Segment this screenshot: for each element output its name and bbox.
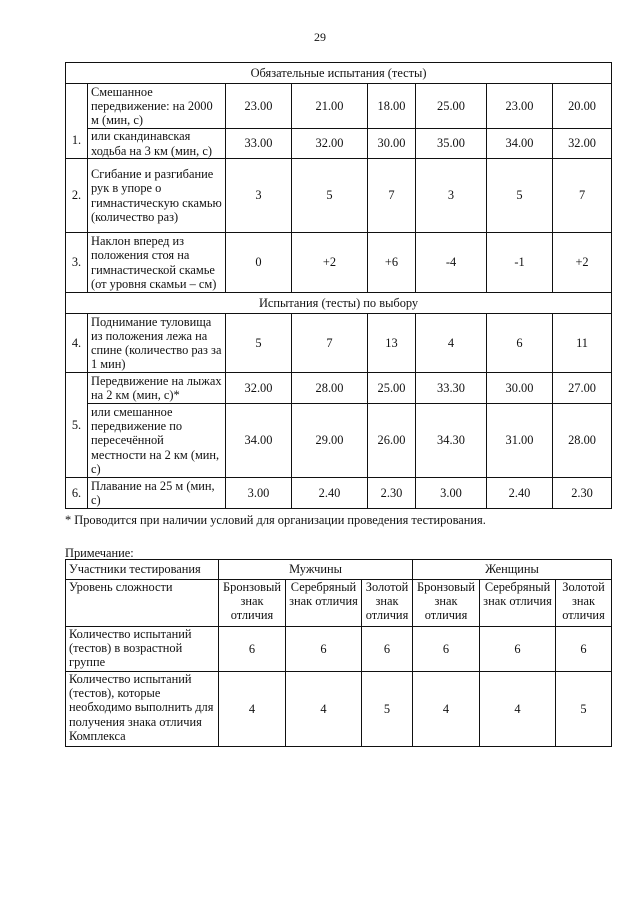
mandatory-section-header: Обязательные испытания (тесты) [66, 63, 612, 84]
value-cell: 2.30 [553, 478, 612, 509]
test-name: Смешанное передвижение: на 2000 м (мин, с) [88, 84, 226, 129]
value-cell: 5 [362, 672, 413, 747]
value-cell: 6 [413, 627, 480, 672]
value-cell: -1 [487, 233, 553, 293]
table-row [66, 627, 612, 672]
test-name: Сгибание и разгибание рук в упоре о гимнастическую скамью (количество раз) [88, 159, 226, 233]
table-row [66, 84, 612, 129]
row-number: 4. [66, 314, 88, 373]
test-name: Плавание на 25 м (мин, с) [88, 478, 226, 509]
row-number: 1. [66, 84, 88, 159]
note-title: Примечание: [65, 546, 134, 560]
value-cell: 6 [487, 314, 553, 373]
value-cell: 28.00 [553, 404, 612, 478]
test-name: Наклон вперед из положения стоя на гимнастической скамье (от уровня скамьи – см) [88, 233, 226, 293]
level-cell: Серебряный знак отличия [286, 580, 362, 627]
value-cell: 29.00 [292, 404, 368, 478]
value-cell: 34.00 [226, 404, 292, 478]
level-cell: Золотой знак отличия [556, 580, 612, 627]
row-number: 3. [66, 233, 88, 293]
footnote: * Проводится при наличии условий для организации проведения тестирования. [65, 513, 486, 527]
test-name: или скандинавская ходьба на 3 км (мин, с) [88, 129, 226, 159]
value-cell: 3 [226, 159, 292, 233]
row-number: 5. [66, 373, 88, 478]
value-cell: 11 [553, 314, 612, 373]
value-cell: 18.00 [368, 84, 416, 129]
table-row [66, 159, 612, 233]
value-cell: 34.30 [416, 404, 487, 478]
value-cell: 4 [219, 672, 286, 747]
value-cell: 34.00 [487, 129, 553, 159]
value-cell: 6 [362, 627, 413, 672]
test-name: или смешанное передвижение по пересечённой местности на 2 км (мин, с) [88, 404, 226, 478]
level-cell: Золотой знак отличия [362, 580, 413, 627]
value-cell: 3.00 [226, 478, 292, 509]
men-header: Мужчины [219, 560, 413, 580]
value-cell: 21.00 [292, 84, 368, 129]
value-cell: +6 [368, 233, 416, 293]
value-cell: 30.00 [368, 129, 416, 159]
value-cell: 2.30 [368, 478, 416, 509]
value-cell: 13 [368, 314, 416, 373]
value-cell: 31.00 [487, 404, 553, 478]
value-cell: 6 [219, 627, 286, 672]
value-cell: 32.00 [226, 373, 292, 404]
level-label: Уровень сложности [66, 580, 219, 627]
value-cell: 6 [556, 627, 612, 672]
value-cell: 3.00 [416, 478, 487, 509]
value-cell: 2.40 [292, 478, 368, 509]
note-row-label: Количество испытаний (тестов) в возрастной группе [66, 627, 219, 672]
value-cell: 35.00 [416, 129, 487, 159]
value-cell: +2 [292, 233, 368, 293]
value-cell: 33.00 [226, 129, 292, 159]
value-cell: 5 [556, 672, 612, 747]
table-row [66, 233, 612, 293]
value-cell: 32.00 [553, 129, 612, 159]
level-cell: Бронзовый знак отличия [219, 580, 286, 627]
women-header: Женщины [413, 560, 612, 580]
table-row [66, 373, 612, 404]
value-cell: 23.00 [487, 84, 553, 129]
value-cell: 28.00 [292, 373, 368, 404]
level-cell: Серебряный знак отличия [480, 580, 556, 627]
value-cell: 25.00 [368, 373, 416, 404]
value-cell: 20.00 [553, 84, 612, 129]
value-cell: 4 [416, 314, 487, 373]
value-cell: 5 [487, 159, 553, 233]
value-cell: 7 [292, 314, 368, 373]
row-number: 2. [66, 159, 88, 233]
value-cell: 27.00 [553, 373, 612, 404]
value-cell: +2 [553, 233, 612, 293]
value-cell: 32.00 [292, 129, 368, 159]
value-cell: 3 [416, 159, 487, 233]
value-cell: 25.00 [416, 84, 487, 129]
note-row-label: Количество испытаний (тестов), которые необходимо выполнить для получения знака отличия Комплекса [66, 672, 219, 747]
test-name: Передвижение на лыжах на 2 км (мин, с)* [88, 373, 226, 404]
row-number: 6. [66, 478, 88, 509]
table-row [66, 478, 612, 509]
note-table [65, 559, 612, 747]
value-cell: 7 [553, 159, 612, 233]
value-cell: 5 [292, 159, 368, 233]
test-name: Поднимание туловища из положения лежа на спине (количество раз за 1 мин) [88, 314, 226, 373]
value-cell: 6 [480, 627, 556, 672]
value-cell: 5 [226, 314, 292, 373]
value-cell: 4 [413, 672, 480, 747]
table-row [66, 129, 612, 159]
value-cell: 26.00 [368, 404, 416, 478]
optional-section-header: Испытания (тесты) по выбору [66, 293, 612, 314]
value-cell: 4 [286, 672, 362, 747]
standards-table [65, 62, 612, 509]
table-row [66, 404, 612, 478]
value-cell: 2.40 [487, 478, 553, 509]
value-cell: 6 [286, 627, 362, 672]
table-row [66, 314, 612, 373]
table-row [66, 672, 612, 747]
value-cell: 7 [368, 159, 416, 233]
value-cell: 0 [226, 233, 292, 293]
value-cell: -4 [416, 233, 487, 293]
value-cell: 30.00 [487, 373, 553, 404]
value-cell: 23.00 [226, 84, 292, 129]
level-cell: Бронзовый знак отличия [413, 580, 480, 627]
value-cell: 33.30 [416, 373, 487, 404]
participants-label: Участники тестирования [66, 560, 219, 580]
value-cell: 4 [480, 672, 556, 747]
page-number: 29 [314, 30, 326, 44]
